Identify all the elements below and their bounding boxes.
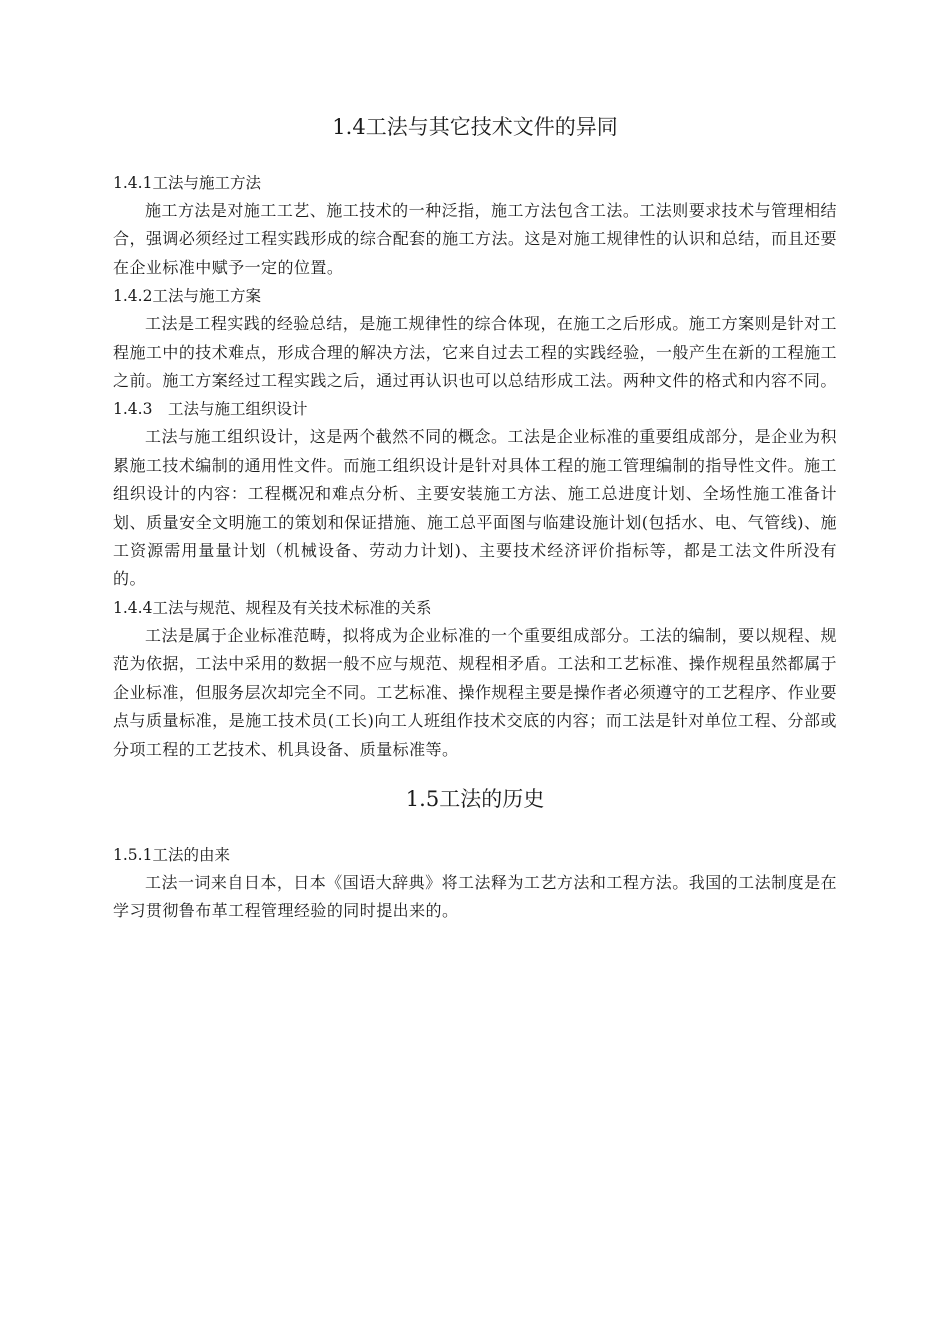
paragraph-1-4-3: 工法与施工组织设计，这是两个截然不同的概念。工法是企业标准的重要组成部分，是企业为积累施工技术编制的通用性文件。而施工组织设计是针对具体工程的施工管理编制的指导性文件。施工组织设计的内容：工程概况和难点分析、主要安装施工方法、施工总进度计划、全场性施工准备计划、质量安全文明施工的策划和保证措施、施工总平面图与临建设施计划(包括水、电、气管线)、施工资源需用量量计划（机械设备、劳动力计划)、主要技术经济评价指标等，都是工法文件所没有的。 <box>113 427 837 589</box>
subsection-heading-1-4-1: 1.4.1工法与施工方法 <box>113 174 261 192</box>
section-title-1-4: 1.4工法与其它技术文件的异同 <box>332 115 618 139</box>
subsection-heading-1-4-4: 1.4.4工法与规范、规程及有关技术标准的关系 <box>113 598 432 617</box>
paragraph-1-4-1: 施工方法是对施工工艺、施工技术的一种泛指，施工方法包含工法。工法则要求技术与管理相结合，强调必须经过工程实践形成的综合配套的施工方法。这是对施工规律性的认识和总结，而且还要在企业标准中赋予一定的位置。 <box>113 201 837 277</box>
paragraph-1-5-1: 工法一词来自日本，日本《国语大辞典》将工法释为工艺方法和工程方法。我国的工法制度是在学习贯彻鲁布革工程管理经验的同时提出来的。 <box>113 872 837 921</box>
document-content <box>113 105 837 926</box>
subsection-heading-1-4-2: 1.4.2工法与施工方案 <box>113 287 261 306</box>
paragraph-1-4-4: 工法是属于企业标准范畴，拟将成为企业标准的一个重要组成部分。工法的编制，要以规程、规范为依据，工法中采用的数据一般不应与规范、规程相矛盾。工法和工艺标准、操作规程虽然都属于企业标准，但服务层次却完全不同。工艺标准、操作规程主要是操作者必须遵守的工艺程序、作业要点与质量标准，是施工技术员(工长)向工人班组作技术交底的内容；而工法是针对单位工程、分部或分项工程的工艺技术、机具设备、质量标准等。 <box>113 625 837 759</box>
subsection-heading-1-4-3: 1.4.3 工法与施工组织设计 <box>113 400 308 419</box>
subsection-heading-1-5-1: 1.5.1工法的由来 <box>113 845 230 864</box>
section-title-1-5: 1.5工法的历史 <box>405 786 545 811</box>
paragraph-1-4-2: 工法是工程实践的经验总结，是施工规律性的综合体现，在施工之后形成。施工方案则是针对工程施工中的技术难点，形成合理的解决方法，它来自过去工程的实践经验，一般产生在新的工程施工之前。施工方案经过工程实践之后，通过再认识也可以总结形成工法。两种文件的格式和内容不同。 <box>113 314 837 391</box>
